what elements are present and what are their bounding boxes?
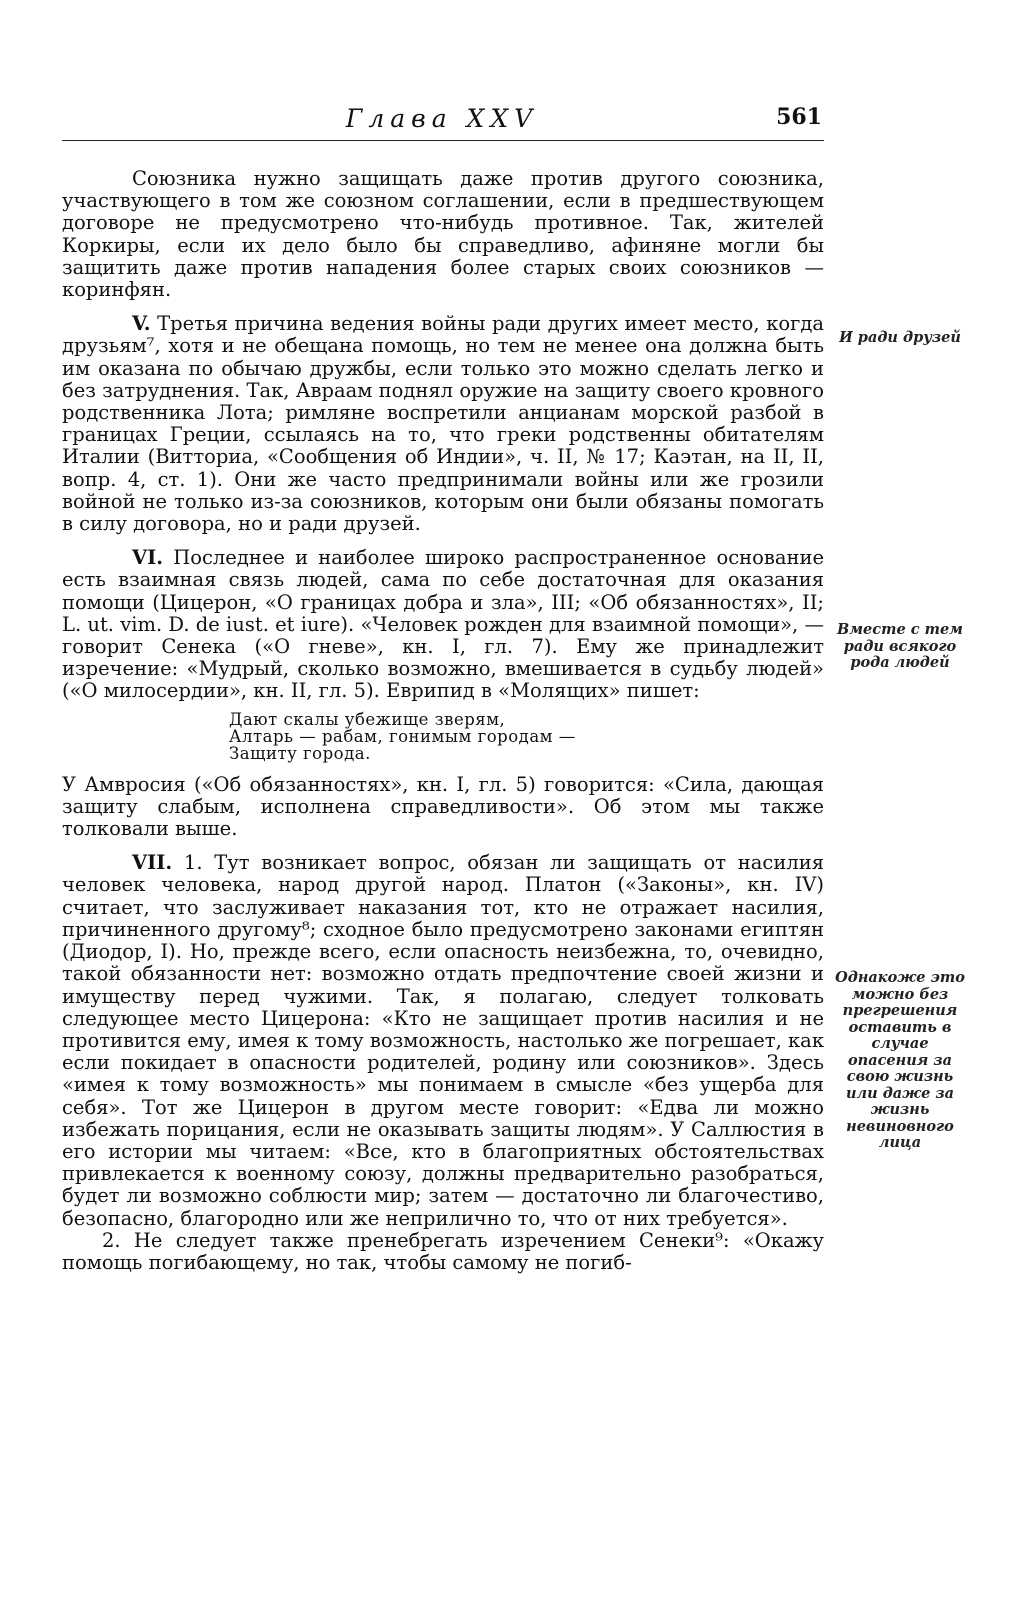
section-number-vii: VII. (132, 851, 173, 875)
margin-note-exception: Однакоже это можно без прегрешения оставить в случае опасения за свою жизнь или даже за жизнь невиновного лица (835, 969, 965, 1151)
section-vii-text: 1. Тут возникает вопрос, обязан ли защищать от насилия человек человека, народ другой народ. Платон («Законы», кн. IV) считает, что заслуживает наказания тот, кто не отражает насилия, причиненного другому⁸; сходное было предусмотрено законами египтян (Диодор, I). Но, прежде всего, если опасность неизбежна, то, очевидно, такой обязанности нет: возможно отдать предпочтение своей жизни и имуществу перед чужими. Так, я полагаю, следует толковать следующее место Цицерона: «Кто не защищает против насилия и не противится ему, имея к тому возможность, настолько же погрешает, как если покидает в опасности родителей, родину или союзников». Здесь «имея к тому возможность» мы понимаем в смысле «без ущерба для себя». Тот же Цицерон в другом месте говорит: «Едва ли можно избежать порицания, если не оказывать защиты людям». У Саллюстия в его истории мы читаем: «Все, кто в благоприятных обстоятельствах привлекается к военному союзу, должны предварительно разобраться, будет ли возможно соблюсти мир; затем — достаточно ли благочестиво, безопасно, благородно или же неприлично то, что от них требуется». (62, 851, 824, 1230)
paragraph-section-vii-2: 2. Не следует также пренебрегать изречением Сенеки⁹: «Окажу помощь погибающему, но так, чтобы самому не погиб- (62, 1228, 824, 1274)
paragraph-section-vi (62, 547, 824, 702)
running-title: Глава XXV (345, 104, 539, 133)
page-number: 561 (776, 104, 822, 130)
paragraph-section-vii (62, 852, 824, 1229)
verse-line: Защиту города. (229, 743, 371, 763)
margin-note-all-people: Вместе с тем ради всякого рода людей (837, 621, 963, 671)
section-number-v: V. (132, 312, 151, 336)
margin-note-friends: И ради друзей (839, 329, 961, 346)
paragraph-ambrose: У Амвросия («Об обязанностях», кн. I, гл. 5) говорится: «Сила, дающая защиту слабым, исполнена справедливости». Об этом мы также толковали выше. (62, 772, 824, 841)
verse-quote (229, 711, 824, 762)
page-header (62, 104, 822, 144)
section-number-vi: VI. (132, 546, 164, 570)
paragraph-allies: Союзника нужно защищать даже против другого союзника, участвующего в том же союзном соглашении, если в предшествующем договоре не предусмотрено что-нибудь противное. Так, жителей Коркиры, если их дело было бы справедливо, афиняне могли бы защитить даже против нападения более старых своих союзников — коринфян. (62, 167, 824, 302)
section-v-text: Третья причина ведения войны ради других имеет место, когда друзьям⁷, хотя и не обещана помощь, но тем не менее она должна быть им оказана по обычаю дружбы, если только это можно сделать легко и без затруднения. Так, Авраам поднял оружие на защиту своего кровного родственника Лота; римляне воспретили анцианам морской разбой в границах Греции, ссылаясь на то, что греки родственны обитателям Италии (Витториа, «Сообщения об Индии», ч. II, № 17; Каэтан, на II, II, вопр. 4, ст. 1). Они же часто предпринимали войны или же грозили войной не только из-за союзников, которым они были обязаны помогать в силу договора, но и ради друзей. (62, 312, 824, 536)
header-rule (62, 140, 824, 141)
verse-line: Алтарь — рабам, гонимым городам — (229, 726, 576, 746)
main-text (62, 168, 824, 1274)
section-vi-text: Последнее и наиболее широко распространенное основание есть взаимная связь людей, сама по себе достаточная для оказания помощи (Цицерон, «О границах добра и зла», III; «Об обязанностях», II; L. ut. vim. D. de iust. et iure). «Человек рожден для взаимной помощи», — говорит Сенека («О гневе», кн. I, гл. 7). Ему же принадлежит изречение: «Мудрый, сколько возможно, вмешивается в судьбу людей» («О милосердии», кн. II, гл. 5). Еврипид в «Молящих» пишет: (62, 546, 824, 703)
paragraph-section-v (62, 313, 824, 535)
verse-line: Дают скалы убежище зверям, (229, 709, 506, 729)
